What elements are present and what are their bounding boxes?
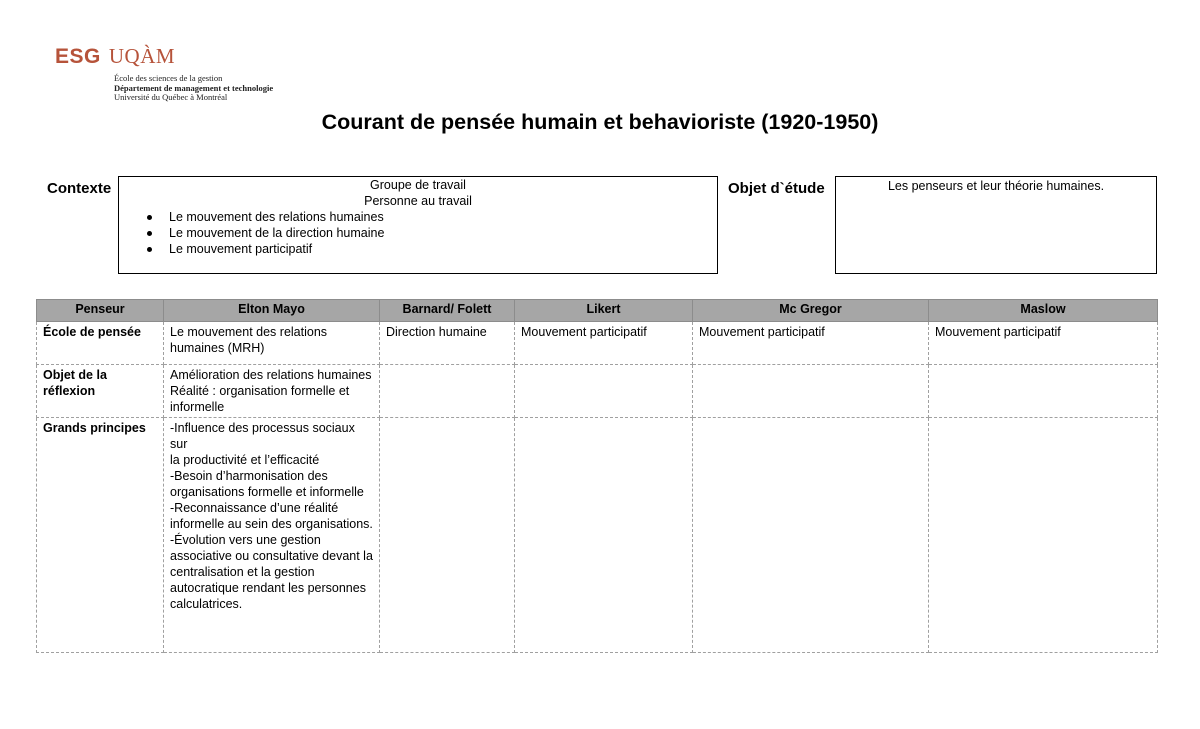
- table-cell: [380, 418, 515, 653]
- logo-uqam-text: UQÀM: [108, 44, 176, 68]
- header-cell: Maslow: [929, 300, 1158, 322]
- table-header-row: [37, 300, 1158, 322]
- table-cell: [164, 322, 380, 365]
- cell-line: la productivité et l’efficacité: [170, 453, 320, 467]
- cell-line: calculatrices.: [170, 597, 243, 611]
- logo-esg-text: ESG: [55, 45, 101, 68]
- context-bullet: Le mouvement participatif: [169, 241, 717, 257]
- object-of-study-box: [835, 176, 1157, 274]
- object-of-study-label: Objet d`étude: [728, 180, 825, 197]
- context-bullet-list: [119, 209, 717, 257]
- row-header: École de pensée: [37, 322, 164, 365]
- cell-line: Mouvement participatif: [699, 325, 825, 339]
- cell-line: informelle au sein des organisations.: [170, 517, 373, 531]
- document-title: Courant de pensée humain et behavioriste (1920-1950): [321, 110, 879, 134]
- cell-line: Mouvement participatif: [935, 325, 1061, 339]
- header-cell: Barnard/ Folett: [380, 300, 515, 322]
- header-cell: Mc Gregor: [693, 300, 929, 322]
- cell-line: Le mouvement des relations: [170, 325, 328, 339]
- esg-uqam-logo: [55, 44, 273, 103]
- table-cell: [380, 322, 515, 365]
- cell-line: informelle: [170, 400, 225, 414]
- table-cell: [164, 418, 380, 653]
- table-cell: [515, 418, 693, 653]
- table-cell: [929, 418, 1158, 653]
- header-cell: Penseur: [37, 300, 164, 322]
- cell-line: -Reconnaissance d’une réalité: [170, 501, 339, 515]
- cell-line: humaines (MRH): [170, 341, 265, 355]
- table-cell: [929, 322, 1158, 365]
- logo-subtitle: [114, 74, 273, 103]
- cell-line: autocratique rendant les personnes: [170, 581, 366, 595]
- header-cell: Likert: [515, 300, 693, 322]
- table-cell: [380, 365, 515, 418]
- thinkers-table: [36, 299, 1158, 653]
- row-header: Grands principes: [37, 418, 164, 653]
- table-row: [37, 322, 1158, 365]
- table-cell: [693, 365, 929, 418]
- cell-line: Amélioration des relations humaines: [170, 368, 372, 382]
- logo-line-department: Département de management et technologie: [114, 82, 274, 93]
- cell-line: associative ou consultative devant la: [170, 549, 373, 563]
- context-label: Contexte: [47, 180, 112, 197]
- table-cell: [515, 365, 693, 418]
- header-cell: Elton Mayo: [164, 300, 380, 322]
- table-cell: [693, 322, 929, 365]
- cell-line: Direction humaine: [386, 325, 487, 339]
- cell-line: -Évolution vers une gestion: [170, 533, 321, 547]
- logo-line-university: Université du Québec à Montréal: [114, 92, 228, 102]
- table-cell: [515, 322, 693, 365]
- context-line: Personne au travail: [364, 194, 472, 208]
- context-bullet: Le mouvement de la direction humaine: [169, 225, 717, 241]
- cell-line: Réalité : organisation formelle et: [170, 384, 350, 398]
- table-row: [37, 365, 1158, 418]
- cell-line: organisations formelle et informelle: [170, 485, 364, 499]
- context-line: Groupe de travail: [370, 178, 466, 192]
- table-row: [37, 418, 1158, 653]
- row-header: Objet de la réflexion: [37, 365, 164, 418]
- object-of-study-text: Les penseurs et leur théorie humaines.: [887, 179, 1105, 193]
- cell-line: centralisation et la gestion: [170, 565, 315, 579]
- table-cell: [164, 365, 380, 418]
- logo-line-school: École des sciences de la gestion: [114, 73, 223, 83]
- cell-line: Mouvement participatif: [521, 325, 647, 339]
- context-box: [118, 176, 718, 274]
- cell-line: -Besoin d’harmonisation des: [170, 469, 328, 483]
- table-cell: [693, 418, 929, 653]
- cell-line: -Influence des processus sociaux sur: [170, 421, 355, 451]
- table-cell: [929, 365, 1158, 418]
- context-bullet: Le mouvement des relations humaines: [169, 209, 717, 225]
